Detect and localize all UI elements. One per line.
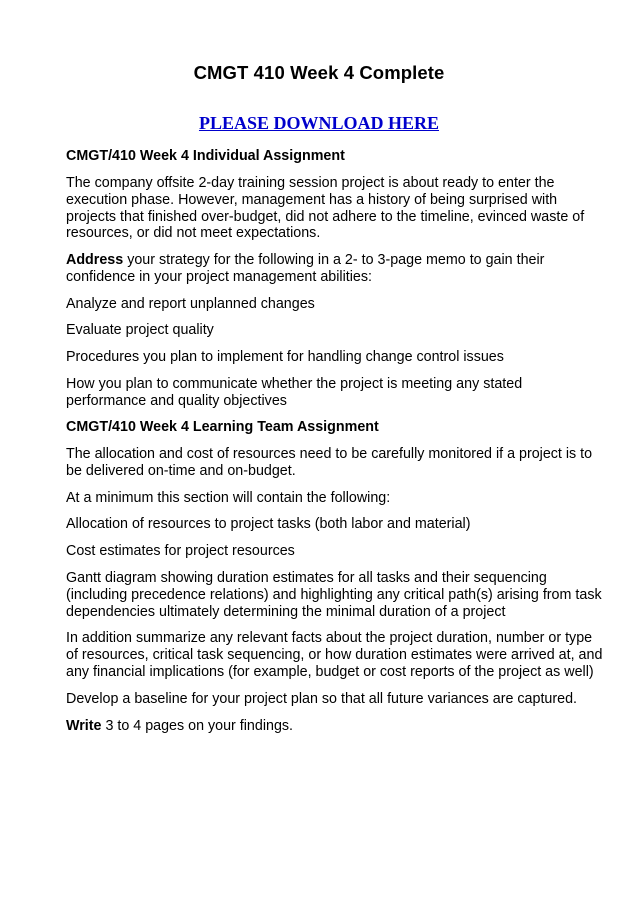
individual-assignment-intro: The company offsite 2-day training session project is about ready to enter the execution phase. However, management has a history of being surprised with projects that finished over-budget, did not adhere to the timeline, evinced waste of resources, or did not meet expectations. (66, 174, 585, 242)
list-item: In addition summarize any relevant facts about the project duration, number or type of resources, critical task sequencing, or how duration estimates were arrived at, and any financial implications (for example, budget or cost reports of the project as well) (66, 630, 603, 681)
learning-team-intro: The allocation and cost of resources need to be carefully monitored if a project is to be delivered on-time and on-budget. (66, 446, 593, 480)
write-text: 3 to 4 pages on your findings. (101, 717, 294, 734)
document-title: CMGT 410 Week 4 Complete (193, 62, 445, 83)
download-paragraph (0, 113, 638, 134)
address-paragraph (66, 252, 606, 286)
document-body (66, 148, 606, 744)
address-bold: Address (66, 252, 124, 269)
list-item: Analyze and report unplanned changes (66, 295, 315, 312)
address-text: your strategy for the following in a 2- to 3-page memo to gain their confidence in your project management abilities: (66, 252, 545, 286)
minimum-paragraph: At a minimum this section will contain the following: (66, 489, 391, 506)
list-item: Develop a baseline for your project plan so that all future variances are captured. (66, 690, 578, 707)
write-bold: Write (66, 717, 102, 734)
list-item: Cost estimates for project resources (66, 543, 295, 560)
individual-assignment-heading: CMGT/410 Week 4 Individual Assignment (66, 148, 345, 164)
write-paragraph (66, 718, 606, 735)
list-item: Allocation of resources to project tasks (both labor and material) (66, 516, 471, 533)
download-link[interactable]: PLEASE DOWNLOAD HERE (198, 113, 440, 133)
list-item: Procedures you plan to implement for handling change control issues (66, 349, 504, 366)
list-item: Gantt diagram showing duration estimates for all tasks and their sequencing (including precedence relations) and highlighting any critical path(s) arising from task dependencies ultimately determining the minimal duration of a project (66, 569, 602, 620)
learning-team-heading: CMGT/410 Week 4 Learning Team Assignment (66, 419, 379, 436)
list-item: Evaluate project quality (66, 322, 214, 339)
list-item: How you plan to communicate whether the project is meeting any stated performance and quality objectives (66, 375, 523, 409)
